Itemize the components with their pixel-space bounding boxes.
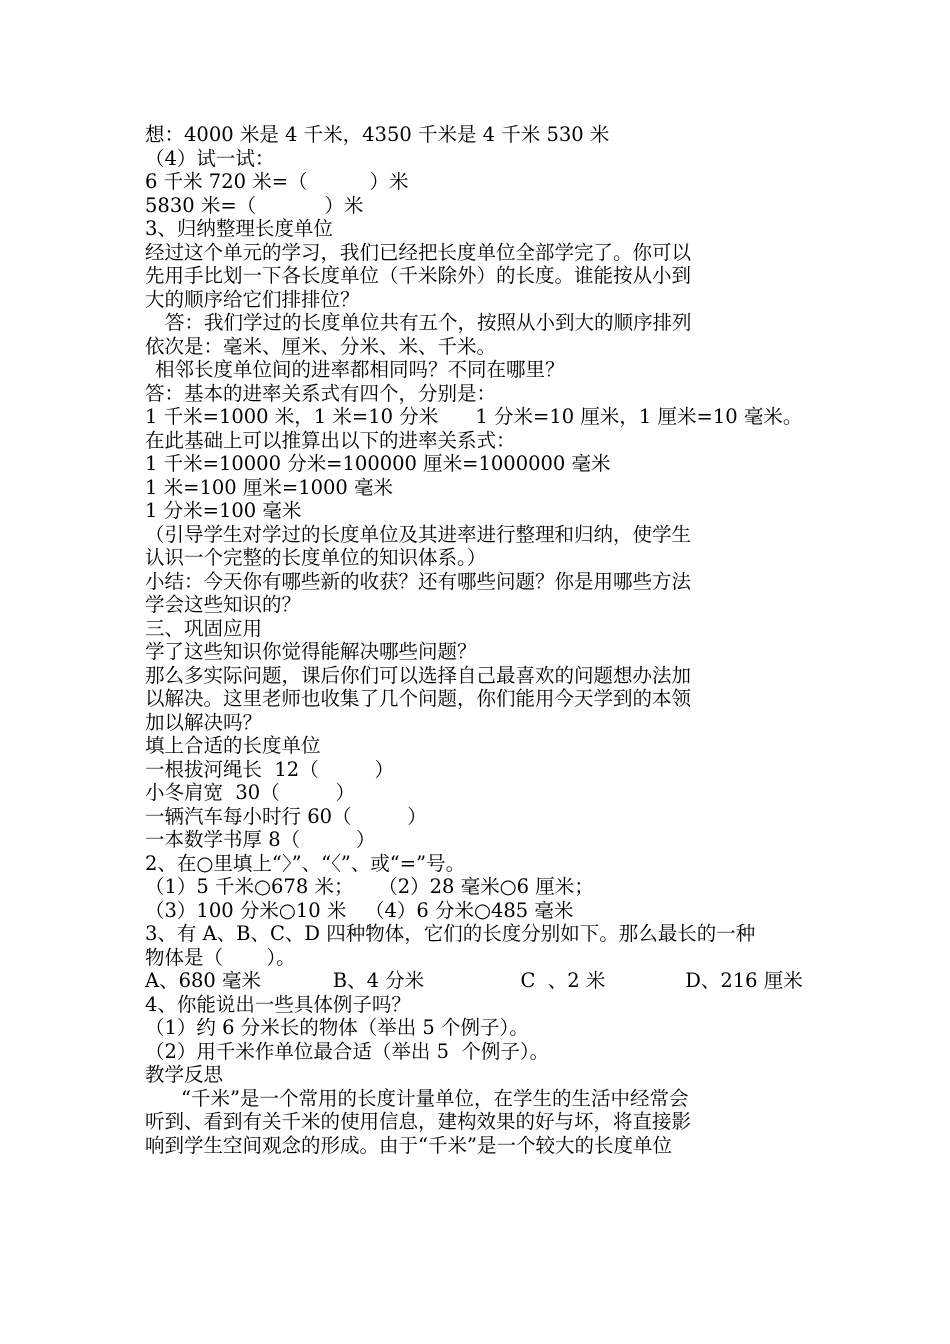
text-line: 1 千米=1000 米，1 米=10 分米 1 分米=10 厘米，1 厘米=10 毫米。 xyxy=(145,405,803,428)
text-line: 听到、看到有关千米的使用信息，建构效果的好与坏，将直接影 xyxy=(145,1110,692,1133)
text-line: 先用手比划一下各长度单位（千米除外）的长度。谁能按从小到 xyxy=(145,264,692,287)
text-line: 物体是（ ）。 xyxy=(145,945,296,969)
exercise-item: 一根拔河绳长 12（ ） xyxy=(145,757,394,781)
text-line: 5830 米=（ ）米 xyxy=(145,193,364,217)
text-line: 1 分米=100 毫米 xyxy=(145,499,302,522)
text-line: 那么多实际问题，课后你们可以选择自己最喜欢的问题想办法加 xyxy=(145,663,692,687)
document-page xyxy=(145,123,845,1157)
text-line: 答：我们学过的长度单位共有五个，按照从小到大的顺序排列 xyxy=(165,311,692,334)
text-line: “千米”是一个常用的长度计量单位，在学生的生活中经常会 xyxy=(181,1086,689,1110)
answer-options xyxy=(145,969,845,993)
exercise-heading: 2、在○里填上“〉”、“〈”、或“=”号。 xyxy=(145,851,466,875)
text-line: 加以解决吗？ xyxy=(145,710,263,734)
section-heading: 三、巩固应用 xyxy=(145,616,263,640)
text-line: 依次是：毫米、厘米、分米、米、千米。 xyxy=(145,334,497,358)
text-line: 1 千米=10000 分米=100000 厘米=1000000 毫米 xyxy=(145,452,611,475)
option-b: B、4 分米 xyxy=(332,969,425,992)
exercise-item: （2）用千米作单位最合适（举出 5 个例子）。 xyxy=(145,1039,550,1063)
section-heading: 教学反思 xyxy=(145,1063,224,1086)
text-line: 经过这个单元的学习，我们已经把长度单位全部学完了。你可以 xyxy=(145,240,692,264)
text-line: 1 米=100 厘米=1000 毫米 xyxy=(145,475,394,499)
section-heading: 3、归纳整理长度单位 xyxy=(145,217,333,240)
exercise-item: （1）5 千米○678 米； （2）28 毫米○6 厘米； xyxy=(145,875,594,898)
exercise-item: 一辆汽车每小时行 60（ ） xyxy=(145,804,427,828)
text-line: 想：4000 米是 4 千米，4350 千米是 4 千米 530 米 xyxy=(145,123,610,146)
text-line: 学会这些知识的？ xyxy=(145,593,302,616)
option-d: D、216 厘米 xyxy=(685,969,803,992)
exercise-item: （3）100 分米○10 米 （4）6 分米○485 毫米 xyxy=(145,898,574,922)
text-line: 响到学生空间观念的形成。由于“千米”是一个较大的长度单位 xyxy=(145,1133,672,1157)
text-line: 相邻长度单位间的进率都相同吗？不同在哪里？ xyxy=(155,358,565,381)
exercise-heading: 4、你能说出一些具体例子吗？ xyxy=(145,992,411,1016)
exercise-item: 小冬肩宽 30（ ） xyxy=(145,781,355,804)
exercise-item: 一本数学书厚 8（ ） xyxy=(145,828,376,851)
section-heading: 填上合适的长度单位 xyxy=(145,734,321,757)
text-line: 6 千米 720 米=（ ）米 xyxy=(145,170,409,193)
text-line: 学了这些知识你觉得能解决哪些问题？ xyxy=(145,640,477,663)
text-line: 大的顺序给它们排排位？ xyxy=(145,287,360,311)
text-line: 认识一个完整的长度单位的知识体系。） xyxy=(145,546,487,569)
exercise-item: （1）约 6 分米长的物体（举出 5 个例子）。 xyxy=(145,1016,529,1039)
exercise-heading: 3、有 A、B、C、D 四种物体，它们的长度分别如下。那么最长的一种 xyxy=(145,922,756,945)
text-line: 答：基本的进率关系式有四个，分别是： xyxy=(145,381,497,405)
text-line: 在此基础上可以推算出以下的进率关系式： xyxy=(145,428,516,452)
text-line: （引导学生对学过的长度单位及其进率进行整理和归纳，使学生 xyxy=(145,522,692,546)
option-a: A、680 毫米 xyxy=(145,969,262,992)
text-line: 以解决。这里老师也收集了几个问题，你们能用今天学到的本领 xyxy=(145,687,692,710)
option-c: C 、2 米 xyxy=(520,969,606,992)
text-line: 小结：今天你有哪些新的收获？还有哪些问题？你是用哪些方法 xyxy=(145,569,692,593)
text-line: （4）试一试： xyxy=(145,146,275,170)
